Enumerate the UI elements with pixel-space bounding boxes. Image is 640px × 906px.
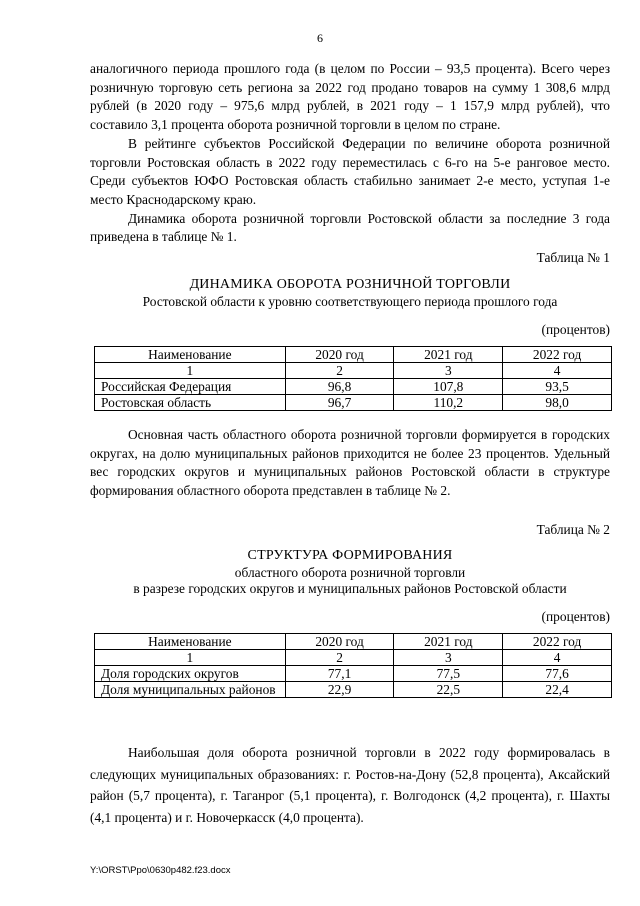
table-cell: 96,7	[285, 395, 394, 411]
paragraph-ranking: В рейтинге субъектов Российской Федерации по величине оборота розничной торговли Ростовская область в 2022 году переместилась с 6-го на 5-е ранговое место. Среди субъектов ЮФО Ростовская область стабильно занимает 2-е место, уступая 1-е место Краснодарскому краю.	[90, 135, 610, 207]
column-header: Наименование	[95, 634, 286, 650]
table-index-row	[95, 363, 612, 379]
table1-subtitle: Ростовской области к уровню соответствующего периода прошлого года	[142, 294, 558, 309]
table-cell: 98,0	[503, 395, 612, 411]
intro-text	[90, 60, 610, 247]
table1-label: Таблица № 1	[536, 250, 610, 265]
table2-subtitle: областного оборота розничной торговли	[234, 565, 466, 580]
table-header-row	[95, 634, 612, 650]
table-header-row	[95, 347, 612, 363]
table-cell: 2	[285, 363, 394, 379]
table2-subtitle-region: в разрезе городских округов и муниципальных районов Ростовской области	[133, 581, 567, 596]
row-label: Доля городских округов	[95, 666, 286, 682]
table-cell: 110,2	[394, 395, 503, 411]
table-cell: 4	[503, 650, 612, 666]
page-number: 6	[317, 31, 323, 45]
table-row	[95, 379, 612, 395]
column-header: 2022 год	[503, 347, 612, 363]
row-label: Российская Федерация	[95, 379, 286, 395]
table-cell: 3	[394, 363, 503, 379]
column-header: Наименование	[95, 347, 286, 363]
table-cell: 2	[285, 650, 394, 666]
table-cell: 77,5	[394, 666, 503, 682]
table1	[94, 346, 612, 411]
paragraph-municipal-shares: Наибольшая доля оборота розничной торговли в 2022 году формировалась в следующих муниципальных образованиях: г. Ростов-на-Дону (52,8 процента), Аксайский район (5,7 процента), г. Таганрог (5,1 процента), г. Волгодонск (4,2 процента), г. Шахты (4,1 процента) и г. Новочеркасск (4,0 процента).	[90, 745, 610, 825]
column-header: 2020 год	[285, 634, 394, 650]
row-label: Ростовская область	[95, 395, 286, 411]
row-label: Доля муниципальных районов	[95, 682, 286, 698]
table-cell: 93,5	[503, 379, 612, 395]
table-row	[95, 682, 612, 698]
table-row	[95, 395, 612, 411]
table-cell: 77,1	[285, 666, 394, 682]
paragraph-table1-reference: Динамика оборота розничной торговли Ростовской области за последние 3 года приведена в таблице № 1.	[90, 210, 610, 245]
table-cell: 3	[394, 650, 503, 666]
footer-file-path: Y:\ORST\Ppo\0630p482.f23.docx	[90, 865, 231, 876]
table-cell: 1	[95, 650, 286, 666]
column-header: 2021 год	[394, 634, 503, 650]
table-cell: 22,5	[394, 682, 503, 698]
table-cell: 4	[503, 363, 612, 379]
middle-text	[90, 426, 610, 501]
table-cell: 107,8	[394, 379, 503, 395]
column-header: 2022 год	[503, 634, 612, 650]
table-cell: 22,9	[285, 682, 394, 698]
table1-title: ДИНАМИКА ОБОРОТА РОЗНИЧНОЙ ТОРГОВЛИ	[189, 277, 511, 292]
closing-text	[90, 742, 610, 828]
table-cell: 22,4	[503, 682, 612, 698]
table2-label: Таблица № 2	[536, 522, 610, 537]
column-header: 2020 год	[285, 347, 394, 363]
table-cell: 77,6	[503, 666, 612, 682]
table2	[94, 633, 612, 698]
paragraph-sales-volume: аналогичного периода прошлого года (в целом по России – 93,5 процента). Всего через розничную торговую сеть региона за 2022 год продано товаров на сумму 1 308,6 млрд рублей (в 2020 году – 975,6 млрд рублей, в 2021 году – 1 157,9 млрд рублей), что составило 3,1 процента оборота розничной торговли в целом по стране.	[90, 61, 610, 133]
table-index-row	[95, 650, 612, 666]
table-cell: 96,8	[285, 379, 394, 395]
table2-title: СТРУКТУРА ФОРМИРОВАНИЯ	[247, 548, 453, 563]
table2-units: (процентов)	[541, 609, 610, 624]
paragraph-table2-reference: Основная часть областного оборота розничной торговли формируется в городских округах, на долю муниципальных районов приходится не более 23 процентов. Удельный вес городских округов и муниципальных районов Ростовской области в структуре формирования областного оборота представлен в таблице № 2.	[90, 427, 610, 499]
table-row	[95, 666, 612, 682]
table-cell: 1	[95, 363, 286, 379]
column-header: 2021 год	[394, 347, 503, 363]
table1-units: (процентов)	[541, 322, 610, 337]
